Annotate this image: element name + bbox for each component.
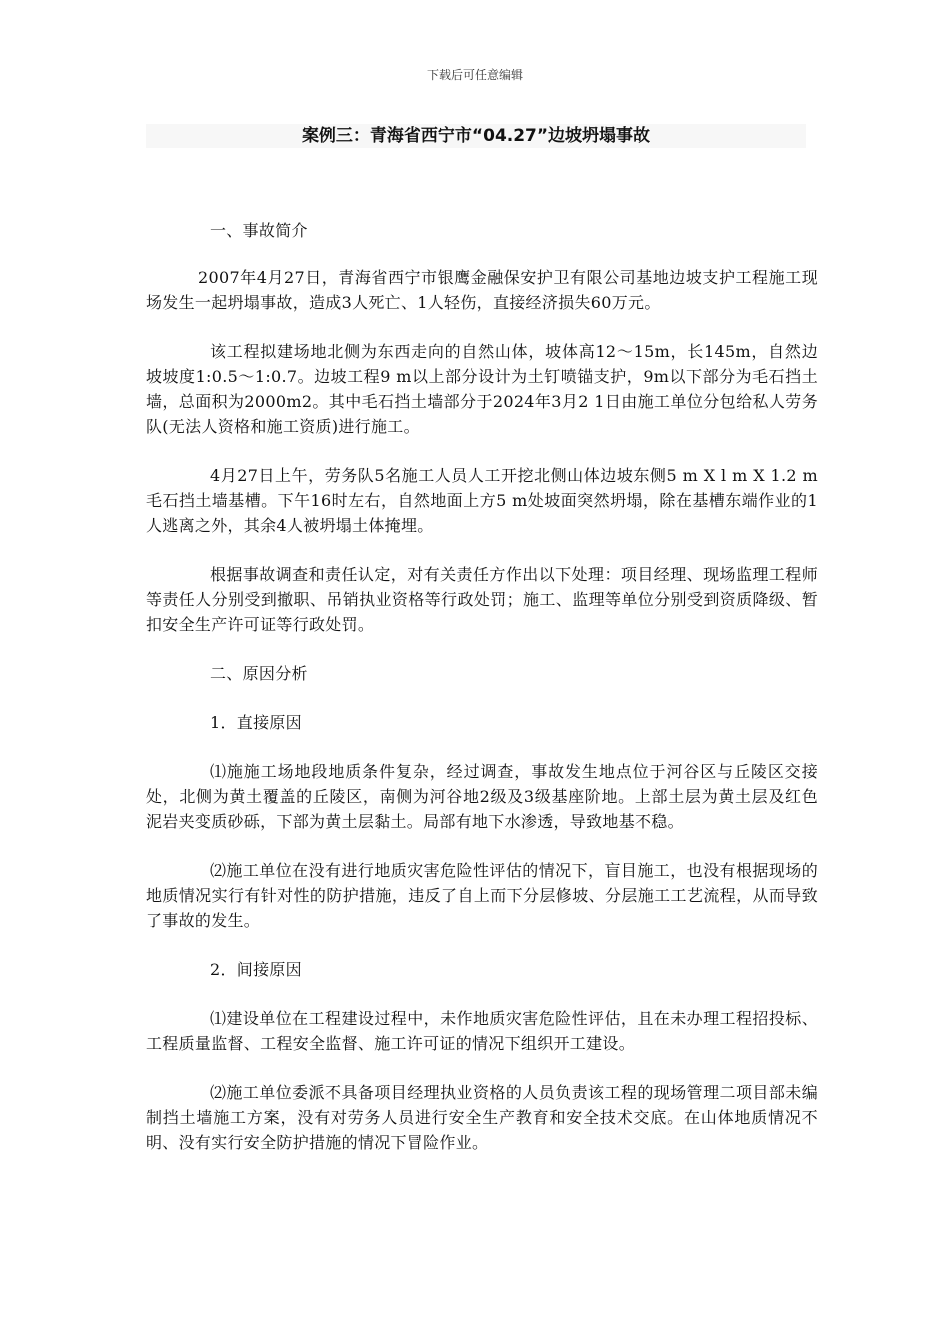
document-body: [146, 218, 818, 1155]
paragraph-direct-cause-2: ⑵施工单位在没有进行地质灾害危险性评估的情况下，盲目施工，也没有根据现场的地质情况实行有针对性的防护措施，违反了自上而下分层修坡、分层施工工艺流程，从而导致了事故的发生。: [146, 861, 818, 930]
paragraph-direct-cause-1: ⑴施施工场地段地质条件复杂，经过调查，事故发生地点位于河谷区与丘陵区交接处，北侧为黄土覆盖的丘陵区，南侧为河谷地2级及3级基座阶地。上部土层为黄土层及红色泥岩夹变质砂砾，下部为黄土层黏土。局部有地下水渗透，导致地基不稳。: [146, 762, 818, 831]
document-title: 案例三：青海省西宁市“04.27”边坡坍塌事故: [301, 126, 651, 146]
section-heading-accident-summary: 一、事故简介: [210, 221, 308, 240]
paragraph-site-description: 该工程拟建场地北侧为东西走向的自然山体，坡体高12～15m，长145m，自然边坡坡度1:0.5～1:0.7。边坡工程9 m以上部分设计为土钉喷锚支护，9m以下部分为毛石挡土墙，总面积为2000m2。其中毛石挡土墙部分于2024年3月2 1日由施工单位分包给私人劳务队(无法人资格和施工资质)进行施工。: [146, 342, 818, 436]
section-heading-cause-analysis: 二、原因分析: [210, 664, 308, 683]
paragraph-indirect-cause-2: ⑵施工单位委派不具备项目经理执业资格的人员负责该工程的现场管理二项目部未编制挡土墙施工方案，没有对劳务人员进行安全生产教育和安全技术交底。在山体地质情况不明、没有实行安全防护措施的情况下冒险作业。: [146, 1083, 818, 1152]
paragraph-accident-overview: 2007年4月27日，青海省西宁市银鹰金融保安护卫有限公司基地边坡支护工程施工现场发生一起坍塌事故，造成3人死亡、1人轻伤，直接经济损失60万元。: [146, 268, 818, 312]
header-note: 下载后可任意编辑: [426, 68, 523, 82]
paragraph-accident-process: 4月27日上午，劳务队5名施工人员人工开挖北侧山体边坡东侧5 m X l m X 1.2 m毛石挡土墙基槽。下午16时左右，自然地面上方5 m处坡面突然坍塌，除在基槽东端作业的1人逃离之外，其余4人被坍塌土体掩埋。: [146, 466, 818, 535]
paragraph-penalties: 根据事故调查和责任认定，对有关责任方作出以下处理：项目经理、现场监理工程师等责任人分别受到撤职、吊销执业资格等行政处罚；施工、监理等单位分别受到资质降级、暂扣安全生产许可证等行政处罚。: [146, 565, 818, 634]
subheading-indirect-cause: 2．间接原因: [210, 960, 302, 979]
subheading-direct-cause: 1．直接原因: [210, 713, 302, 732]
paragraph-indirect-cause-1: ⑴建设单位在工程建设过程中，未作地质灾害危险性评估，且在未办理工程招投标、工程质量监督、工程安全监督、施工许可证的情况下组织开工建设。: [146, 1009, 818, 1053]
